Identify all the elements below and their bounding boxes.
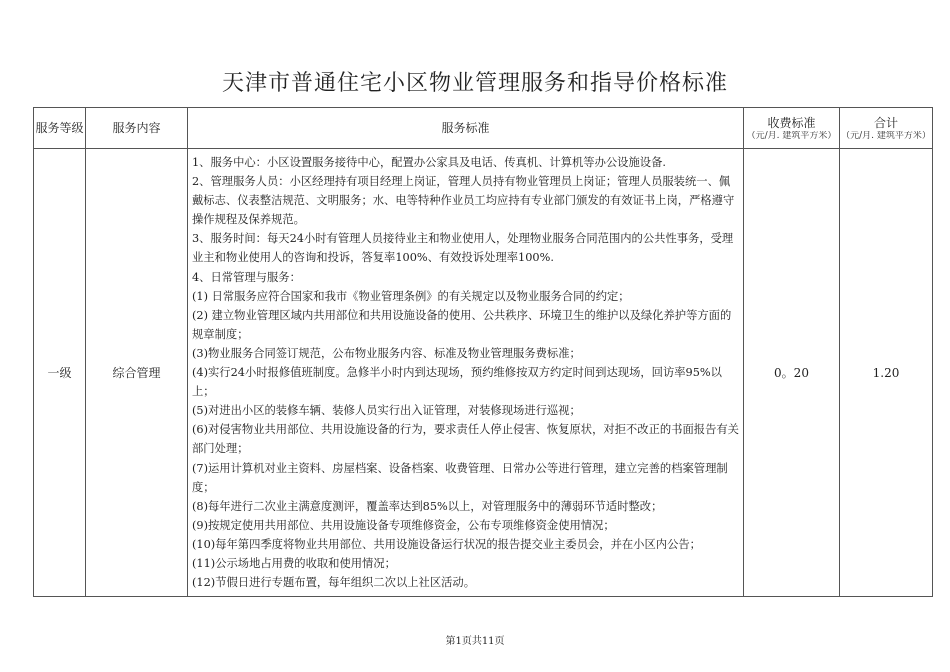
document-title: 天津市普通住宅小区物业管理服务和指导价格标准 — [221, 71, 728, 96]
header-total-label: 合计 — [873, 115, 898, 130]
standard-line: 2、管理服务人员：小区经理持有项目经理上岗证，管理人员持有物业管理员上岗证；管理人员服装统一、佩戴标志、仪表整洁规范、文明服务；水、电等特种作业员工均应持有专业部门颁发的有效证书上岗，严格遵守操作规程及保养规范。 — [192, 175, 735, 227]
standard-line: (6)对侵害物业共用部位、共用设施设备的行为，要求责任人停止侵害、恢复原状，对拒不改正的书面报告有关部门处理； — [192, 423, 739, 456]
standard-line: (3)物业服务合同签订规范，公布物业服务内容、标准及物业管理服务费标准； — [192, 346, 581, 360]
standard-line: (4)实行24小时报修值班制度。急修半小时内到达现场，预约维修按双方约定时间到达现场，回访率95%以上； — [192, 366, 722, 399]
standard-line: 1、服务中心：小区设置服务接待中心，配置办公家具及电话、传真机、计算机等办公设施设备. — [192, 156, 666, 169]
price-standard-table — [33, 107, 933, 597]
header-fee — [744, 108, 840, 149]
standard-line: (11)公示场地占用费的收取和使用情况； — [192, 556, 396, 570]
row-standard — [188, 149, 744, 597]
header-content-label: 服务内容 — [112, 120, 161, 135]
standard-line: 3、服务时间：每天24小时有管理人员接待业主和物业使用人，处理物业服务合同范围内的公共性事务，受理业主和物业使用人的咨询和投诉，答复率100%、有效投诉处理率100%. — [192, 232, 734, 265]
standard-line: (9)按规定使用共用部位、共用设施设备专项维修资金，公布专项维修资金使用情况； — [192, 518, 615, 532]
header-level — [34, 108, 86, 149]
table-header-row — [34, 108, 933, 149]
standard-line: (5)对进出小区的装修车辆、装修人员实行出入证管理，对装修现场进行巡视； — [192, 404, 581, 418]
header-standard-label: 服务标准 — [441, 120, 490, 135]
standard-line: (12)节假日进行专题布置，每年组织二次以上社区活动。 — [192, 576, 476, 590]
standard-line: 4、日常管理与服务： — [192, 270, 301, 284]
standard-line: (2) 建立物业管理区域内共用部位和共用设施设备的使用、公共秩序、环境卫生的维护以及绿化养护等方面的规章制度； — [192, 308, 732, 341]
standard-line: (8)每年进行二次业主满意度测评，覆盖率达到85%以上，对管理服务中的薄弱环节适时整改； — [192, 499, 663, 513]
header-standard — [188, 108, 744, 149]
row-content: 综合管理 — [86, 149, 188, 597]
standard-line: (10)每年第四季度将物业共用部位、共用设施设备运行状况的报告提交业主委员会，并在小区内公告； — [192, 537, 701, 551]
header-fee-unit: （元/月. 建筑平方米） — [746, 130, 837, 141]
row-level: 一级 — [34, 149, 86, 597]
row-total: 1.20 — [840, 149, 933, 597]
row-fee: 0。20 — [744, 149, 840, 597]
table-row — [34, 149, 933, 597]
page-footer: 第1页共11页 — [445, 636, 505, 647]
header-total — [840, 108, 933, 149]
header-total-unit: （元/月. 建筑平方米） — [841, 130, 931, 141]
header-level-label: 服务等级 — [35, 120, 84, 135]
standard-line: (7)运用计算机对业主资料、房屋档案、设备档案、收费管理、日常办公等进行管理，建立完善的档案管理制度； — [192, 461, 728, 494]
header-fee-label: 收费标准 — [767, 115, 816, 130]
standard-line: (1) 日常服务应符合国家和我市《物业管理条例》的有关规定以及物业服务合同的约定； — [192, 289, 630, 303]
header-content — [86, 108, 188, 149]
